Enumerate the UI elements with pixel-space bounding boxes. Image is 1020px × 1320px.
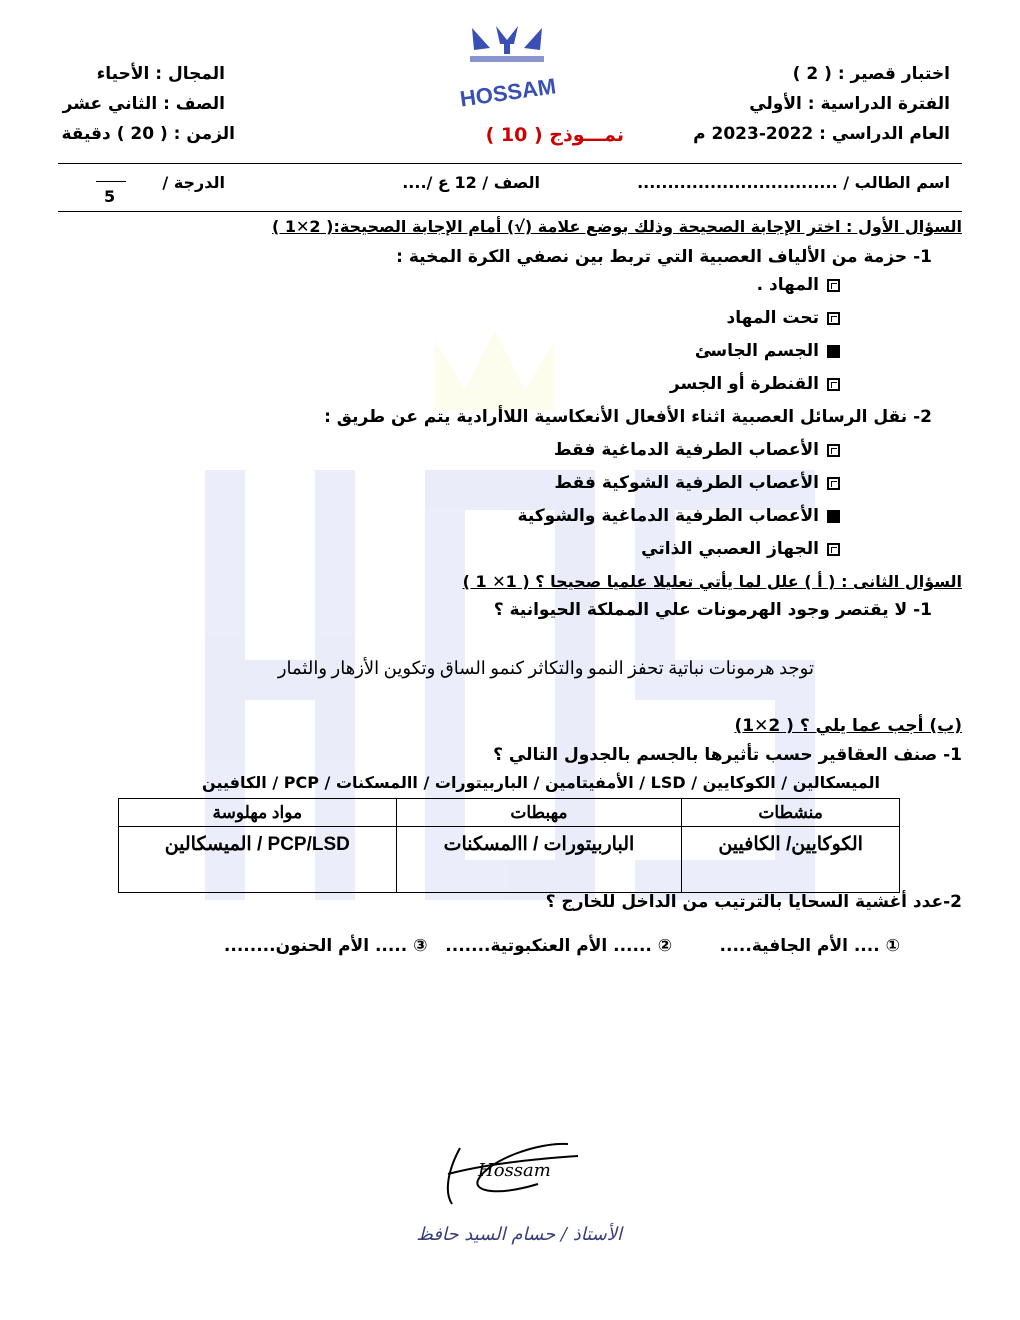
signature-text: Hossam	[478, 1160, 551, 1181]
q2-a-item: 1- لا يقتصر وجود الهرمونات علي المملكة الحيوانية ؟	[493, 600, 932, 620]
hossam-logo	[458, 26, 558, 112]
table-cell-depressants: الباربيتورات / االمسكنات	[396, 827, 682, 893]
drugs-list: الميسكالين / الكوكايين / LSD / الأمفيتامين / الباربيتورات / االمسكنات / PCP / الكافيين	[202, 773, 880, 792]
q1-item2-option-1[interactable]: الأعصاب الطرفية الدماغية فقط	[554, 440, 840, 460]
student-divider	[58, 211, 962, 212]
checkbox-checked-icon[interactable]	[827, 345, 840, 358]
q1-item1-option-1[interactable]: المهاد .	[757, 275, 840, 295]
table-cell-stimulants: الكوكايين/ الكافيين	[682, 827, 900, 893]
checkbox-checked-icon[interactable]	[827, 510, 840, 523]
checkbox-icon[interactable]	[827, 477, 840, 490]
table-header-depressants: مهبطات	[396, 799, 682, 827]
grade-level-label: الصف : الثاني عشر	[62, 94, 225, 114]
checkbox-icon[interactable]	[827, 312, 840, 325]
q2-b-title: (ب) أجب عما يلي ؟ ( 2✕1)	[734, 716, 962, 736]
q1-item1-number: 1-	[913, 247, 932, 267]
table-header-row	[119, 799, 900, 827]
duration-label: الزمن : ( 20 ) دقيقة	[61, 124, 235, 144]
logo-text: HOSSAM	[458, 73, 558, 112]
signature	[418, 1140, 598, 1210]
q1-item1-option-3[interactable]: الجسم الجاسئ	[695, 341, 840, 361]
checkbox-icon[interactable]	[827, 543, 840, 556]
q1-title: السؤال الأول : اختر الإجابة الصحيحة وذلك بوضع علامة (√) أمام الإجابة الصحيحة:( 2✕1 )	[271, 217, 962, 236]
subject-label: المجال : الأحياء	[96, 64, 225, 84]
class-field[interactable]: الصف / 12 ع /....	[402, 173, 540, 192]
q1-item2-number: 2-	[913, 407, 932, 427]
q2-b1-question: 1- صنف العقاقير حسب تأثيرها بالجسم بالجدول التالي ؟	[493, 745, 962, 765]
header-divider	[58, 163, 962, 164]
q1-item2-option-3[interactable]: الأعصاب الطرفية الدماغية والشوكية	[518, 506, 840, 526]
model-label: نمـــوذج ( 10 )	[485, 124, 624, 146]
q1-item1-text	[396, 247, 932, 267]
q1-item1-option-4[interactable]: القنطرة أو الجسر	[670, 374, 840, 394]
table-header-hallucinogens: مواد مهلوسة	[119, 799, 397, 827]
q2-title: السؤال الثانى : ( أ ) علل لما يأتي تعليلا علميا صحيحا ؟ ( 1✕ 1 )	[462, 572, 962, 591]
checkbox-icon[interactable]	[827, 378, 840, 391]
q1-item2-option-2[interactable]: الأعصاب الطرفية الشوكية فقط	[554, 473, 840, 493]
year-label: العام الدراسي : 2022-2023 م	[693, 124, 950, 144]
student-name-field[interactable]: اسم الطالب / .................................	[637, 173, 950, 192]
q2-b2-answer: ① .... الأم الجافية..... ② ...... الأم العنكبوتية....... ③ ..... الأم الحنون........	[223, 936, 900, 956]
grade-fraction-bar	[96, 181, 126, 182]
q1-item2-question: نقل الرسائل العصبية اثناء الأفعال الأنعكاسية اللاأرادية يتم عن طريق :	[324, 407, 908, 427]
q1-item2-text	[324, 407, 932, 427]
grade-denominator: 5	[104, 187, 116, 206]
grade-label: الدرجة /	[162, 173, 225, 192]
term-label: الفترة الدراسية : الأولي	[749, 94, 950, 114]
table-cell-hallucinogens: PCP/LSD / الميسكالين	[119, 827, 397, 893]
drug-classification-table	[118, 798, 900, 893]
checkbox-icon[interactable]	[827, 444, 840, 457]
checkbox-icon[interactable]	[827, 279, 840, 292]
q1-item1-question: حزمة من الألياف العصبية التي تربط بين نصفي الكرة المخية :	[396, 247, 908, 267]
q2-a-answer: توجد هرمونات نباتية تحفز النمو والتكاثر كنمو الساق وتكوين الأزهار والثمار	[277, 658, 814, 678]
q1-item2-option-4[interactable]: الجهاز العصبي الذاتي	[641, 539, 840, 559]
teacher-name: الأستاذ / حسام السيد حافظ	[416, 1224, 622, 1245]
table-row	[119, 827, 900, 893]
q2-b2-question: 2-عدد أغشية السحايا بالترتيب من الداخل للخارج ؟	[545, 892, 962, 912]
q1-item1-option-2[interactable]: تحت المهاد	[727, 308, 841, 328]
quiz-number: اختبار قصير : ( 2 )	[792, 64, 950, 84]
table-header-stimulants: منشطات	[682, 799, 900, 827]
